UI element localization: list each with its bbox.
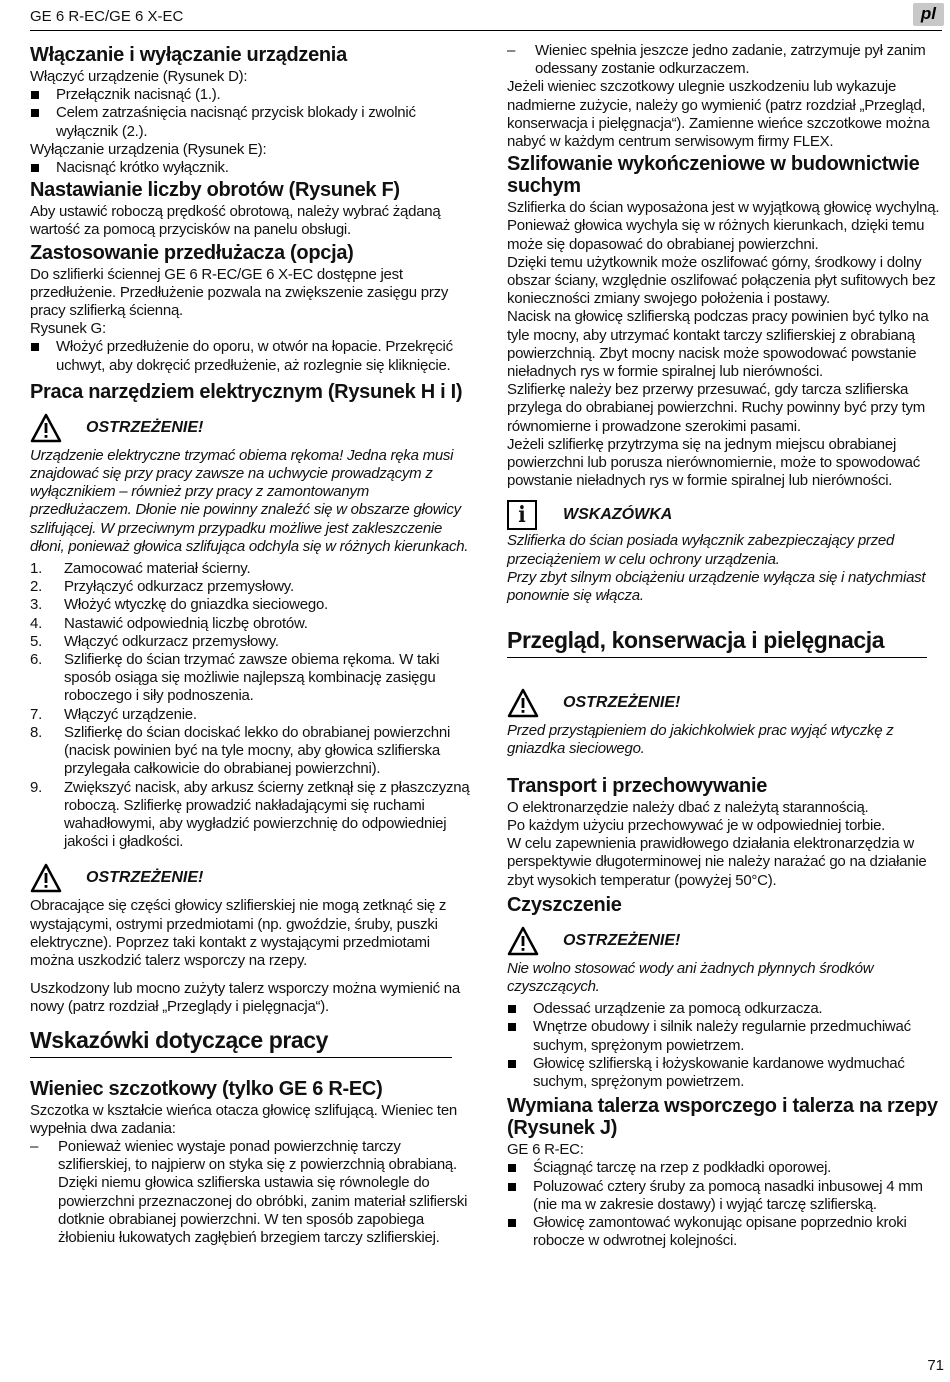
section-title: Włączanie i wyłączanie urządzenia bbox=[30, 44, 347, 66]
bullet-item: Poluzować cztery śruby za pomocą nasadki inbusowej 4 mm (nie ma w zakresie dostawy) i wyjąć tarczę szlifierską. bbox=[507, 1178, 945, 1214]
step-number: 1. bbox=[30, 560, 43, 578]
step-text: Włączyć odkurzacz przemysłowy. bbox=[64, 632, 279, 650]
step-text: Nastawić odpowiednią liczbę obrotów. bbox=[64, 614, 308, 632]
step-item bbox=[30, 578, 470, 596]
step-item bbox=[30, 596, 470, 614]
left-column bbox=[30, 42, 470, 1247]
step-item bbox=[30, 560, 470, 578]
chapter-title: Wskazówki dotyczące pracy bbox=[30, 1027, 452, 1058]
warning-text: Nie wolno stosować wody ani żadnych płynnych środków czyszczących. bbox=[507, 959, 874, 995]
chapter-title: Przegląd, konserwacja i pielęgnacja bbox=[507, 627, 927, 658]
page-number: 71 bbox=[927, 1357, 944, 1374]
section-title: Czyszczenie bbox=[507, 893, 622, 916]
dash-item-text: Wieniec spełnia jeszcze jedno zadanie, zatrzymuje pył zanim odessany zostanie odkurzaczem. bbox=[535, 42, 926, 78]
section-title: Wymiana talerza wsporczego i talerza na rzepy (Rysunek J) bbox=[507, 1095, 938, 1140]
step-item bbox=[30, 779, 470, 852]
step-number: 7. bbox=[30, 705, 43, 723]
section-title: Nastawianie liczby obrotów (Rysunek F) bbox=[30, 179, 400, 202]
step-text: Przyłączyć odkurzacz przemysłowy. bbox=[64, 578, 294, 596]
paragraph: Do szlifierki ściennej GE 6 R-EC/GE 6 X-EC dostępne jest przedłużenie. Przedłużenie pozwala na zwiększenie zasięgu przy pracy szlifierką ścienną. bbox=[30, 265, 449, 320]
bullet-item: Przełącznik nacisnąć (1.). bbox=[30, 86, 470, 104]
section-title: Szlifowanie wykończeniowe w budownictwie suchym bbox=[507, 153, 920, 198]
paragraph: Szczotka w kształcie wieńca otacza głowicę szlifującą. Wieniec ten wypełnia dwa zadania: bbox=[30, 1101, 458, 1137]
section-title: Transport i przechowywanie bbox=[507, 774, 768, 797]
header-divider bbox=[30, 30, 942, 31]
warning-block bbox=[507, 924, 945, 958]
paragraph: Wyłączanie urządzenia (Rysunek E): bbox=[30, 140, 267, 158]
bullet-item: Włożyć przedłużenie do oporu, w otwór na łopacie. Przekręcić uchwyt, aby dokręcić przedłużenie, aż rozlegnie się kliknięcie. bbox=[30, 338, 470, 374]
document-header-model: GE 6 R-EC/GE 6 X-EC bbox=[30, 8, 184, 25]
warning-label: OSTRZEŻENIE! bbox=[563, 694, 681, 712]
paragraph: Szlifierkę należy bez przerwy przesuwać, gdy tarcza szlifierska przylega do obrabianej powierzchni. Ruchy powinny być przy tym równomierne i prowadzone szerokimi pasami. bbox=[507, 381, 926, 435]
bullet-item: Odessać urządzenie za pomocą odkurzacza. bbox=[507, 1000, 945, 1018]
warning-label: OSTRZEŻENIE! bbox=[86, 418, 204, 436]
warning-label: OSTRZEŻENIE! bbox=[563, 931, 681, 949]
warning-triangle-icon bbox=[507, 688, 539, 718]
paragraph: Uszkodzony lub mocno zużyty talerz wsporczy można wymienić na nowy (patrz rozdział „Przeglądy i pielęgnacja“). bbox=[30, 980, 460, 1016]
step-item bbox=[30, 706, 470, 724]
paragraph: O elektronarzędzie należy dbać z należytą starannością. bbox=[507, 798, 869, 816]
paragraph: GE 6 R-EC: bbox=[507, 1141, 584, 1159]
bullet-item: Nacisnąć krótko wyłącznik. bbox=[30, 159, 470, 177]
step-item bbox=[30, 633, 470, 651]
warning-block bbox=[507, 686, 945, 720]
warning-text: Urządzenie elektryczne trzymać obiema rękoma! Jedna ręka musi znajdować się przy pracy zawsze na uchwycie prowadzącym z wyłącznikiem – również przy pracy z zamontowanym przedłużaczem. Dłonie nie powinny znaleźć się w obszarze głowicy szlifującej. W przeciwnym przypadku możliwe jest zakleszczenie dłoni, ponieważ głowica szlifująca odchyla się w różnych kierunkach. bbox=[30, 446, 469, 555]
step-text: Włożyć wtyczkę do gniazdka sieciowego. bbox=[64, 596, 328, 614]
steps-list bbox=[30, 560, 470, 851]
step-text: Szlifierkę do ścian trzymać zawsze obiema rękoma. W taki sposób osiąga się możliwie najlepszą kombinację zasięgu roboczego i siły podnoszenia. bbox=[64, 651, 440, 705]
step-text: Zamocować materiał ścierny. bbox=[64, 560, 251, 578]
paragraph: Włączyć urządzenie (Rysunek D): bbox=[30, 68, 248, 85]
warning-triangle-icon bbox=[30, 413, 62, 443]
language-badge: pl bbox=[913, 3, 944, 26]
paragraph: Jeżeli szlifierkę przytrzyma się na jednym miejscu obrabianej powierzchni lub porusza nierównomiernie, może to spowodować powstanie nieładnych rys w formie spiralnej lub nierówności. bbox=[507, 435, 920, 490]
dash-item: – Ponieważ wieniec wystaje ponad powierzchnię tarczy szlifierskiej, to najpierw on styka się z powierzchnią obrabianą. Dzięki niemu głowica szlifierska ustawia się równolegle do powierzchni przeznaczonej do obróbki, zanim materiał szlifierski dotknie obrabianej powierzchni. W ten sposób zapobiega żłobieniu łukowatych zagłębień brzegiem tarczy szlifierskiej. bbox=[30, 1137, 468, 1246]
warning-label: OSTRZEŻENIE! bbox=[86, 869, 204, 887]
warning-block bbox=[30, 861, 470, 895]
step-item bbox=[30, 724, 470, 779]
step-number: 3. bbox=[30, 596, 43, 614]
note-block bbox=[507, 498, 945, 532]
step-number: 9. bbox=[30, 778, 43, 796]
section-title: Wieniec szczotkowy (tylko GE 6 R-EC) bbox=[30, 1077, 383, 1100]
bullet-item: Celem zatrzaśnięcia nacisnąć przycisk blokady i zwolnić wyłącznik (2.). bbox=[30, 104, 470, 140]
step-text: Włączyć urządzenie. bbox=[64, 705, 197, 723]
info-icon: i bbox=[507, 500, 537, 530]
step-text: Szlifierkę do ścian dociskać lekko do obrabianej powierzchni (nacisk powinien być na tyle mocny, aby głowica szlifierska przylegała całkowicie do obrabianej powierzchni). bbox=[64, 723, 451, 778]
paragraph: Jeżeli wieniec szczotkowy ulegnie uszkodzeniu lub wykazuje nadmierne zużycie, należy go wymienić (patrz rozdział „Przegląd, konserwacja i pielęgnacja“). Zamienne wieńce szczotkowe można nabyć w każdym centrum serwisowym firmy FLEX. bbox=[507, 78, 930, 151]
bullet-item: Ściągnąć tarczę na rzep z podkładki oporowej. bbox=[507, 1159, 945, 1177]
step-number: 4. bbox=[30, 614, 43, 632]
note-text: Szlifierka do ścian posiada wyłącznik zabezpieczający przed przeciążeniem w celu ochrony urządzenia. bbox=[507, 532, 895, 568]
paragraph: W celu zapewnienia prawidłowego działania elektronarzędzia w perspektywie długoterminowej nie należy narażać go na działanie zbyt wysokich temperatur (powyżej 50°C). bbox=[507, 835, 927, 889]
note-text: Przy zbyt silnym obciążeniu urządzenie wyłącza się i natychmiast ponownie się włącza. bbox=[507, 568, 926, 605]
paragraph: Rysunek G: bbox=[30, 320, 106, 338]
warning-block bbox=[30, 411, 470, 445]
section-title: Zastosowanie przedłużacza (opcja) bbox=[30, 241, 354, 264]
step-text: Zwiększyć nacisk, aby arkusz ścierny zetknął się z płaszczyzną roboczą. Szlifierkę prowadzić nakładającymi się ruchami wahadłowymi, aby wygładzić powierzchnię do odpowiedniej jakości i gładkości. bbox=[64, 778, 470, 851]
paragraph: Aby ustawić roboczą prędkość obrotową, należy wybrać żądaną wartość za pomocą przycisków na panelu obsługi. bbox=[30, 203, 441, 239]
warning-text: Przed przystąpieniem do jakichkolwiek prac wyjąć wtyczkę z gniazdka sieciowego. bbox=[507, 722, 894, 758]
bullet-item: Głowicę zamontować wykonując opisane poprzednio kroki robocze w odwrotnej kolejności. bbox=[507, 1214, 945, 1250]
note-label: WSKAZÓWKA bbox=[563, 506, 673, 524]
section-title: Praca narzędziem elektrycznym (Rysunek H i I) bbox=[30, 380, 463, 403]
step-item bbox=[30, 651, 470, 706]
paragraph: Szlifierka do ścian wyposażona jest w wyjątkową głowicę wychylną. Ponieważ głowica wychyla się w różnych kierunkach, dzięki temu może się dopasować do obrabianej powierzchni. bbox=[507, 199, 940, 253]
bullet-item: Wnętrze obudowy i silnik należy regularnie przedmuchiwać suchym, sprężonym powietrzem. bbox=[507, 1018, 945, 1054]
paragraph: Dzięki temu użytkownik może oszlifować górny, środkowy i dolny obszar ściany, względnie oszlifować połączenia płyt sufitowych bez konieczności zmiany swojego położenia i postawy. bbox=[507, 253, 936, 308]
dash-item-text: Ponieważ wieniec wystaje ponad powierzchnię tarczy szlifierskiej, to najpierw on styka się z powierzchnią obrabianą. Dzięki niemu głowica szlifierska ustawia się równolegle do powierzchni przeznaczonej do obróbki, zanim materiał szlifierski dotknie obrabianej powierzchni. W ten sposób zapobiega żłobieniu łukowatych zagłębień brzegiem tarczy szlifierskiej. bbox=[58, 1137, 468, 1246]
warning-triangle-icon bbox=[507, 926, 539, 956]
step-number: 2. bbox=[30, 578, 43, 596]
bullet-item: Głowicę szlifierską i łożyskowanie kardanowe wydmuchać suchym, sprężonym powietrzem. bbox=[507, 1055, 945, 1091]
step-number: 8. bbox=[30, 723, 43, 741]
step-item bbox=[30, 615, 470, 633]
warning-triangle-icon bbox=[30, 863, 62, 893]
paragraph: Obracające się części głowicy szlifierskiej nie mogą zetknąć się z wystającymi, ostrymi przedmiotami (np. gwoździe, śruby, puszki elektryczne). Poprzez taki kontakt z wystającymi przedmiotami można uszkodzić talerz wsporczy na rzepy. bbox=[30, 897, 447, 969]
right-column bbox=[507, 42, 945, 1250]
step-number: 5. bbox=[30, 632, 43, 650]
step-number: 6. bbox=[30, 651, 43, 669]
dash-item: – Wieniec spełnia jeszcze jedno zadanie, zatrzymuje pył zanim odessany zostanie odkurzaczem. bbox=[507, 42, 926, 78]
paragraph: Po każdym użyciu przechowywać je w odpowiedniej torbie. bbox=[507, 816, 886, 834]
paragraph: Nacisk na głowicę szlifierską podczas pracy powinien być tylko na tyle mocny, aby utrzymać kontakt tarczy szlifierskiej z obrabianą powierzchnią. Zbyt mocny nacisk może spowodować powstanie nieładnych rys w formie spiralnej lub nierówności. bbox=[507, 308, 929, 381]
